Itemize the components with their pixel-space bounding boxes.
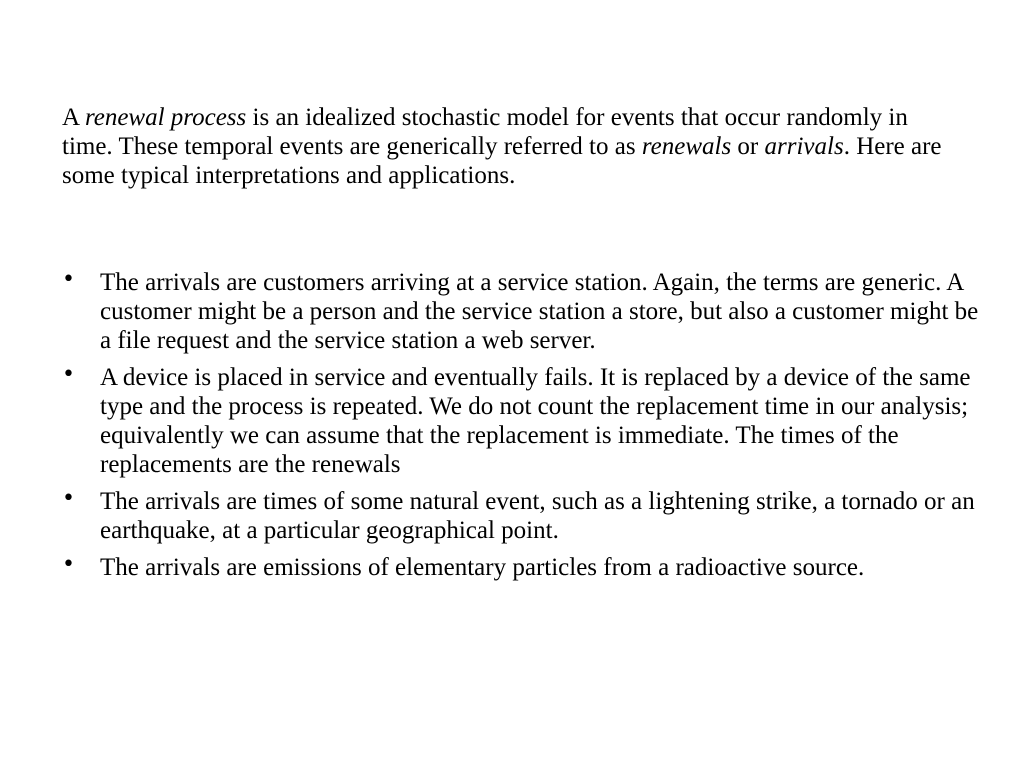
bullet-item-natural-event bbox=[62, 487, 982, 545]
intro-text-2: is an idealized stochastic model for events that occur randomly in time. These temporal events are generically referred to as bbox=[62, 104, 908, 160]
bullet-text: The arrivals are times of some natural event, such as a lightening strike, a tornado or an earthquake, at a particular geographical point. bbox=[100, 488, 975, 544]
bullet-icon: • bbox=[62, 362, 75, 387]
bullet-list bbox=[62, 268, 982, 590]
term-renewal-process: renewal process bbox=[84, 104, 247, 131]
intro-text-3: or bbox=[731, 133, 765, 160]
intro-text-4: . Here are some typical interpretations and applications. bbox=[62, 133, 942, 189]
bullet-item-customers bbox=[62, 268, 982, 355]
bullet-text: The arrivals are customers arriving at a service station. Again, the terms are generic. A customer might be a person and the service station a store, but also a customer might be a file request and the service station a web server. bbox=[100, 269, 979, 354]
bullet-text: The arrivals are emissions of elementary particles from a radioactive source. bbox=[100, 554, 865, 581]
intro-paragraph bbox=[62, 103, 962, 190]
term-arrivals: arrivals bbox=[764, 133, 844, 160]
term-renewals: renewals bbox=[641, 133, 732, 160]
bullet-item-particles bbox=[62, 553, 982, 582]
bullet-icon: • bbox=[62, 267, 75, 292]
intro-text-1: A bbox=[62, 104, 85, 131]
bullet-text: A device is placed in service and eventually fails. It is replaced by a device of the same type and the process is repeated. We do not count the replacement time in our analysis; equivalently we can assume that the replacement is immediate. The times of the replacements are the renewals bbox=[100, 364, 971, 478]
bullet-icon: • bbox=[62, 486, 75, 511]
bullet-item-device bbox=[62, 363, 982, 479]
bullet-icon: • bbox=[62, 552, 75, 577]
